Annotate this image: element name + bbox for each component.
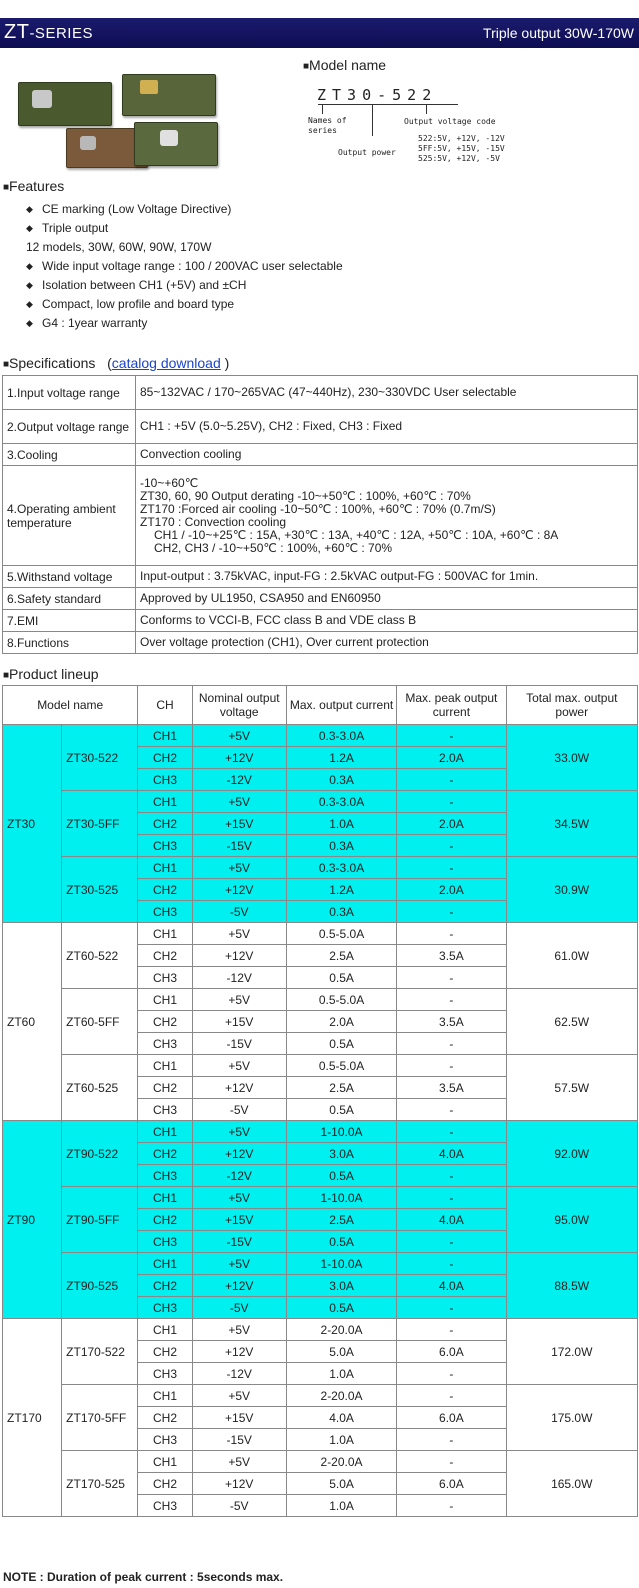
current-cell: 0.3A	[286, 901, 396, 923]
ch-cell: CH3	[138, 901, 192, 923]
spec-value-line: -10~+60℃	[140, 475, 199, 490]
header-ch: CH	[138, 686, 192, 725]
current-cell: 2-20.0A	[286, 1385, 396, 1407]
current-cell: 1.2A	[286, 747, 396, 769]
model-cell: ZT30-522	[62, 725, 138, 791]
label-output-voltage-code: Output voltage code	[404, 117, 496, 126]
voltage-cell: +15V	[192, 813, 286, 835]
lineup-row	[3, 857, 638, 879]
ch-cell: CH1	[138, 1253, 192, 1275]
ch-cell: CH2	[138, 1143, 192, 1165]
spec-key: 7.EMI	[3, 610, 136, 632]
code-522: 522:5V, +12V, -12V	[418, 134, 505, 143]
ch-cell: CH2	[138, 1077, 192, 1099]
total-power-cell: 88.5W	[506, 1253, 637, 1319]
bullet-diamond-icon: ◆	[26, 299, 33, 309]
ch-cell: CH3	[138, 769, 192, 791]
model-cell: ZT90-5FF	[62, 1187, 138, 1253]
current-cell: 1-10.0A	[286, 1187, 396, 1209]
voltage-cell: +15V	[192, 1407, 286, 1429]
header-max-current: Max. output current	[286, 686, 396, 725]
ch-cell: CH1	[138, 1319, 192, 1341]
current-cell: 0.5-5.0A	[286, 923, 396, 945]
ch-cell: CH1	[138, 1385, 192, 1407]
lineup-header-row	[3, 686, 638, 725]
product-photo	[10, 70, 220, 175]
spec-key: 5.Withstand voltage	[3, 566, 136, 588]
ch-cell: CH1	[138, 1187, 192, 1209]
peak-current-cell: 2.0A	[397, 879, 506, 901]
spec-key: 6.Safety standard	[3, 588, 136, 610]
specifications-table	[2, 375, 638, 654]
voltage-cell: -12V	[192, 967, 286, 989]
bullet-diamond-icon: ◆	[26, 204, 33, 214]
spec-row	[3, 610, 638, 632]
ch-cell: CH3	[138, 835, 192, 857]
current-cell: 5.0A	[286, 1473, 396, 1495]
peak-current-cell: -	[397, 1429, 506, 1451]
total-power-cell: 175.0W	[506, 1385, 637, 1451]
model-cell: ZT60-522	[62, 923, 138, 989]
feature-item: ◆ Triple output	[26, 219, 343, 238]
spec-key: 1.Input voltage range	[3, 376, 136, 410]
feature-item: ◆ Wide input voltage range : 100 / 200VAC user selectable	[26, 257, 343, 276]
spec-value-line: Approved by UL1950, CSA950 and EN60950	[140, 591, 381, 605]
peak-current-cell: -	[397, 1253, 506, 1275]
peak-current-cell: -	[397, 901, 506, 923]
current-cell: 0.3A	[286, 769, 396, 791]
header-peak-current: Max. peak output current	[397, 686, 506, 725]
spec-value	[136, 444, 638, 466]
ch-cell: CH1	[138, 791, 192, 813]
current-cell: 4.0A	[286, 1407, 396, 1429]
total-power-cell: 33.0W	[506, 725, 637, 791]
spec-value-line: ZT170 : Convection cooling	[140, 514, 287, 529]
header-total-power: Total max. output power	[506, 686, 637, 725]
peak-current-cell: 2.0A	[397, 813, 506, 835]
spec-row	[3, 566, 638, 588]
voltage-cell: -5V	[192, 1099, 286, 1121]
total-power-cell: 30.9W	[506, 857, 637, 923]
spec-value	[136, 410, 638, 444]
peak-current-cell: -	[397, 1055, 506, 1077]
peak-current-cell: -	[397, 1319, 506, 1341]
current-cell: 1.0A	[286, 1495, 396, 1517]
spec-value-line: 85~132VAC / 170~265VAC (47~440Hz), 230~330VDC User selectable	[140, 385, 517, 399]
model-cell: ZT60-5FF	[62, 989, 138, 1055]
voltage-cell: -12V	[192, 769, 286, 791]
ch-cell: CH1	[138, 857, 192, 879]
voltage-cell: +5V	[192, 1253, 286, 1275]
ch-cell: CH1	[138, 989, 192, 1011]
ch-cell: CH2	[138, 1407, 192, 1429]
lineup-row	[3, 791, 638, 813]
spec-row	[3, 588, 638, 610]
peak-current-cell: -	[397, 1231, 506, 1253]
current-cell: 2-20.0A	[286, 1319, 396, 1341]
series-name-cell: ZT30	[3, 725, 62, 923]
spec-key: 2.Output voltage range	[3, 410, 136, 444]
current-cell: 2.5A	[286, 945, 396, 967]
peak-current-cell: -	[397, 1121, 506, 1143]
spec-value-line: Over voltage protection (CH1), Over current protection	[140, 635, 429, 649]
spec-value	[136, 610, 638, 632]
ch-cell: CH1	[138, 923, 192, 945]
voltage-cell: +15V	[192, 1209, 286, 1231]
voltage-cell: -5V	[192, 901, 286, 923]
total-power-cell: 62.5W	[506, 989, 637, 1055]
current-cell: 3.0A	[286, 1143, 396, 1165]
lineup-row	[3, 989, 638, 1011]
ch-cell: CH3	[138, 1363, 192, 1385]
voltage-cell: +12V	[192, 1143, 286, 1165]
series-name-cell: ZT90	[3, 1121, 62, 1319]
label-names-of-series: Names of series	[308, 116, 347, 135]
feature-item: ◆ Isolation between CH1 (+5V) and ±CH	[26, 276, 343, 295]
spec-key: 4.Operating ambient temperature	[3, 466, 136, 566]
ch-cell: CH2	[138, 1275, 192, 1297]
current-cell: 1.2A	[286, 879, 396, 901]
total-power-cell: 61.0W	[506, 923, 637, 989]
spec-key: 8.Functions	[3, 632, 136, 654]
peak-current-cell: 6.0A	[397, 1473, 506, 1495]
voltage-cell: +12V	[192, 1473, 286, 1495]
ch-cell: CH2	[138, 879, 192, 901]
code-525: 525:5V, +12V, -5V	[418, 154, 500, 163]
peak-current-cell: -	[397, 1165, 506, 1187]
current-cell: 0.5A	[286, 1099, 396, 1121]
lineup-row	[3, 1187, 638, 1209]
peak-current-cell: -	[397, 1363, 506, 1385]
total-power-cell: 92.0W	[506, 1121, 637, 1187]
total-power-cell: 95.0W	[506, 1187, 637, 1253]
bullet-diamond-icon: ◆	[26, 318, 33, 328]
voltage-cell: -15V	[192, 1231, 286, 1253]
model-cell: ZT170-5FF	[62, 1385, 138, 1451]
features-list	[26, 200, 343, 333]
voltage-cell: -12V	[192, 1165, 286, 1187]
lineup-row	[3, 923, 638, 945]
series-name-cell: ZT170	[3, 1319, 62, 1517]
ch-cell: CH3	[138, 1165, 192, 1187]
peak-current-cell: -	[397, 725, 506, 747]
spec-value-line: ZT30, 60, 90 Output derating -10~+50℃ : 100%, +60℃ : 70%	[140, 488, 471, 503]
voltage-cell: +5V	[192, 989, 286, 1011]
ch-cell: CH1	[138, 1055, 192, 1077]
ch-cell: CH3	[138, 1429, 192, 1451]
features-title: ■Features	[3, 178, 65, 194]
product-lineup-table	[2, 685, 638, 1517]
peak-current-note: NOTE : Duration of peak current : 5seconds max.	[3, 1570, 284, 1584]
model-name-diagram	[300, 82, 560, 172]
peak-current-cell: 3.5A	[397, 1011, 506, 1033]
total-power-cell: 57.5W	[506, 1055, 637, 1121]
voltage-cell: +5V	[192, 1319, 286, 1341]
spec-value-line: CH1 / -10~+25℃ : 15A, +30℃ : 13A, +40℃ : 12A, +50℃ : 10A, +60℃ : 8A	[154, 527, 559, 542]
lineup-row	[3, 1121, 638, 1143]
peak-current-cell: -	[397, 989, 506, 1011]
peak-current-cell: -	[397, 1451, 506, 1473]
peak-current-cell: -	[397, 1099, 506, 1121]
ch-cell: CH3	[138, 1033, 192, 1055]
catalog-download-link[interactable]: catalog download	[111, 355, 221, 371]
peak-current-cell: -	[397, 1385, 506, 1407]
current-cell: 0.5A	[286, 1033, 396, 1055]
spec-value-line: ZT170 :Forced air cooling -10~50℃ : 100%, +60℃ : 70% (0.7m/S)	[140, 501, 496, 516]
current-cell: 0.5A	[286, 1165, 396, 1187]
voltage-cell: +5V	[192, 725, 286, 747]
bullet-diamond-icon: ◆	[26, 280, 33, 290]
current-cell: 2.5A	[286, 1209, 396, 1231]
current-cell: 2-20.0A	[286, 1451, 396, 1473]
bullet-diamond-icon: ◆	[26, 223, 33, 233]
voltage-cell: -12V	[192, 1363, 286, 1385]
peak-current-cell: 2.0A	[397, 747, 506, 769]
peak-current-cell: 3.5A	[397, 945, 506, 967]
total-power-cell: 34.5W	[506, 791, 637, 857]
peak-current-cell: -	[397, 1187, 506, 1209]
spec-value-line: CH1 : +5V (5.0~5.25V), CH2 : Fixed, CH3 : Fixed	[140, 419, 403, 433]
series-name-cell: ZT60	[3, 923, 62, 1121]
feature-item: ◆ G4 : 1year warranty	[26, 314, 343, 333]
peak-current-cell: -	[397, 791, 506, 813]
current-cell: 1.0A	[286, 1429, 396, 1451]
spec-value-line: CH2, CH3 / -10~+50℃ : 100%, +60℃ : 70%	[154, 540, 393, 555]
ch-cell: CH2	[138, 1209, 192, 1231]
model-cell: ZT30-525	[62, 857, 138, 923]
spec-value	[136, 566, 638, 588]
ch-cell: CH3	[138, 1495, 192, 1517]
model-cell: ZT90-522	[62, 1121, 138, 1187]
peak-current-cell: 4.0A	[397, 1209, 506, 1231]
current-cell: 0.5-5.0A	[286, 1055, 396, 1077]
ch-cell: CH2	[138, 1341, 192, 1363]
current-cell: 0.5A	[286, 1231, 396, 1253]
voltage-cell: -15V	[192, 1429, 286, 1451]
current-cell: 0.5A	[286, 1297, 396, 1319]
voltage-cell: +12V	[192, 879, 286, 901]
lineup-row	[3, 1253, 638, 1275]
voltage-cell: +12V	[192, 1077, 286, 1099]
ch-cell: CH2	[138, 813, 192, 835]
voltage-cell: +5V	[192, 1451, 286, 1473]
ch-cell: CH1	[138, 1451, 192, 1473]
current-cell: 0.5A	[286, 967, 396, 989]
voltage-cell: +5V	[192, 1385, 286, 1407]
voltage-cell: +5V	[192, 857, 286, 879]
spec-value-line: Convection cooling	[140, 447, 242, 461]
ch-cell: CH3	[138, 1099, 192, 1121]
model-cell: ZT60-525	[62, 1055, 138, 1121]
model-cell: ZT30-5FF	[62, 791, 138, 857]
feature-item: ◆ CE marking (Low Voltage Directive)	[26, 200, 343, 219]
peak-current-cell: -	[397, 1297, 506, 1319]
spec-value-line: Conforms to VCCI-B, FCC class B and VDE class B	[140, 613, 417, 627]
total-power-cell: 172.0W	[506, 1319, 637, 1385]
lineup-row	[3, 1319, 638, 1341]
bullet-diamond-icon: ◆	[26, 261, 33, 271]
voltage-cell: +12V	[192, 945, 286, 967]
voltage-cell: -15V	[192, 835, 286, 857]
spec-value	[136, 632, 638, 654]
spec-row	[3, 632, 638, 654]
label-output-power: Output power	[338, 148, 396, 157]
current-cell: 3.0A	[286, 1275, 396, 1297]
voltage-cell: -5V	[192, 1297, 286, 1319]
voltage-cell: +12V	[192, 747, 286, 769]
voltage-cell: -15V	[192, 1033, 286, 1055]
spec-value	[136, 466, 638, 566]
product-lineup-title: ■Product lineup	[3, 666, 99, 682]
voltage-cell: +5V	[192, 1187, 286, 1209]
header-model-name: Model name	[3, 686, 138, 725]
model-name-title: ■Model name	[303, 57, 387, 73]
ch-cell: CH3	[138, 1297, 192, 1319]
current-cell: 0.3A	[286, 835, 396, 857]
peak-current-cell: -	[397, 857, 506, 879]
peak-current-cell: -	[397, 835, 506, 857]
current-cell: 0.3-3.0A	[286, 725, 396, 747]
model-cell: ZT170-522	[62, 1319, 138, 1385]
ch-cell: CH2	[138, 1011, 192, 1033]
peak-current-cell: 6.0A	[397, 1407, 506, 1429]
voltage-cell: +12V	[192, 1341, 286, 1363]
peak-current-cell: -	[397, 967, 506, 989]
peak-current-cell: -	[397, 1495, 506, 1517]
current-cell: 2.0A	[286, 1011, 396, 1033]
series-title: ZT-SERIES	[4, 21, 93, 43]
ch-cell: CH2	[138, 747, 192, 769]
voltage-cell: +5V	[192, 923, 286, 945]
current-cell: 2.5A	[286, 1077, 396, 1099]
peak-current-cell: -	[397, 1033, 506, 1055]
spec-key: 3.Cooling	[3, 444, 136, 466]
peak-current-cell: 3.5A	[397, 1077, 506, 1099]
ch-cell: CH2	[138, 945, 192, 967]
lineup-row	[3, 1055, 638, 1077]
spec-value-line: Input-output : 3.75kVAC, input-FG : 2.5kVAC output-FG : 500VAC for 1min.	[140, 569, 539, 583]
spec-row	[3, 410, 638, 444]
spec-value	[136, 376, 638, 410]
voltage-cell: +5V	[192, 791, 286, 813]
model-cell: ZT170-525	[62, 1451, 138, 1517]
header-bar	[0, 18, 639, 48]
model-cell: ZT90-525	[62, 1253, 138, 1319]
ch-cell: CH1	[138, 725, 192, 747]
spec-row	[3, 466, 638, 566]
spec-row	[3, 376, 638, 410]
model-code: ZT30-522	[317, 86, 438, 104]
voltage-cell: +5V	[192, 1121, 286, 1143]
spec-row	[3, 444, 638, 466]
current-cell: 1.0A	[286, 813, 396, 835]
lineup-row	[3, 725, 638, 747]
voltage-cell: +15V	[192, 1011, 286, 1033]
peak-current-cell: 4.0A	[397, 1143, 506, 1165]
current-cell: 1-10.0A	[286, 1253, 396, 1275]
peak-current-cell: 6.0A	[397, 1341, 506, 1363]
lineup-row	[3, 1385, 638, 1407]
header-nominal-voltage: Nominal output voltage	[192, 686, 286, 725]
ch-cell: CH1	[138, 1121, 192, 1143]
peak-current-cell: -	[397, 769, 506, 791]
total-power-cell: 165.0W	[506, 1451, 637, 1517]
ch-cell: CH2	[138, 1473, 192, 1495]
voltage-cell: -5V	[192, 1495, 286, 1517]
code-5ff: 5FF:5V, +15V, -15V	[418, 144, 505, 153]
lineup-row	[3, 1451, 638, 1473]
spec-value	[136, 588, 638, 610]
current-cell: 0.5-5.0A	[286, 989, 396, 1011]
current-cell: 1-10.0A	[286, 1121, 396, 1143]
current-cell: 1.0A	[286, 1363, 396, 1385]
voltage-cell: +12V	[192, 1275, 286, 1297]
ch-cell: CH3	[138, 1231, 192, 1253]
voltage-cell: +5V	[192, 1055, 286, 1077]
feature-item: 12 models, 30W, 60W, 90W, 170W	[26, 240, 212, 254]
specifications-title: ■Specifications (catalog download )	[3, 355, 230, 371]
current-cell: 5.0A	[286, 1341, 396, 1363]
peak-current-cell: -	[397, 923, 506, 945]
current-cell: 0.3-3.0A	[286, 791, 396, 813]
feature-item: ◆ Compact, low profile and board type	[26, 295, 343, 314]
ch-cell: CH3	[138, 967, 192, 989]
series-subtitle: Triple output 30W-170W	[483, 25, 634, 41]
current-cell: 0.3-3.0A	[286, 857, 396, 879]
peak-current-cell: 4.0A	[397, 1275, 506, 1297]
